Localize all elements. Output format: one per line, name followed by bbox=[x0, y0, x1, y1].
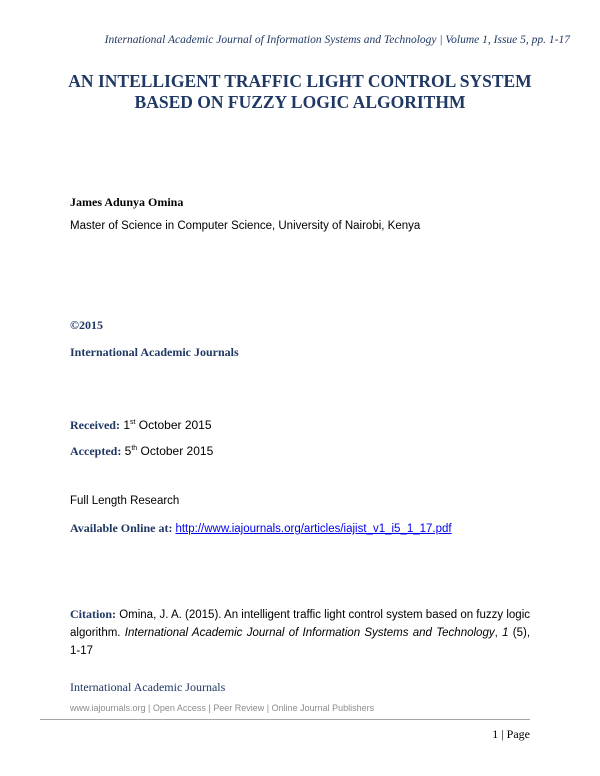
citation-text: Omina, J. A. (2015). An intelligent traffic light control system based on fuzzy logic algorithm. bbox=[70, 609, 530, 639]
paper-title bbox=[40, 71, 560, 113]
online-label: Available Online at: bbox=[70, 521, 173, 535]
author-affiliation: Master of Science in Computer Science, University of Nairobi, Kenya bbox=[70, 220, 421, 232]
title-line-1: AN INTELLIGENT TRAFFIC LIGHT CONTROL SYSTEM bbox=[68, 71, 532, 91]
received-label: Received: bbox=[70, 418, 120, 432]
page-number-label: | Page bbox=[498, 727, 530, 741]
running-header: International Academic Journal of Information Systems and Technology | Volume 1, Issue 5, pp. 1-17 bbox=[104, 34, 570, 46]
publisher-name: International Academic Journals bbox=[70, 345, 239, 359]
available-online bbox=[70, 521, 452, 536]
accepted-day-suffix: th bbox=[131, 445, 138, 452]
page-number-value: 1 bbox=[492, 727, 499, 741]
accepted-date bbox=[70, 444, 213, 459]
page-number bbox=[460, 727, 530, 742]
footer-divider bbox=[40, 719, 530, 720]
citation-journal: International Academic Journal of Information Systems and Technology bbox=[124, 627, 495, 639]
accepted-label: Accepted: bbox=[70, 444, 122, 458]
received-day: 1 bbox=[123, 418, 131, 432]
accepted-day: 5 bbox=[124, 444, 132, 458]
copyright: ©2015 bbox=[70, 318, 103, 332]
citation-comma: , bbox=[494, 627, 503, 639]
footer-links: www.iajournals.org | Open Access | Peer Review | Online Journal Publishers bbox=[70, 703, 375, 713]
article-type: Full Length Research bbox=[70, 495, 180, 507]
received-date bbox=[70, 418, 212, 433]
citation-block bbox=[70, 605, 530, 660]
article-url-link[interactable]: http://www.iajournals.org/articles/iajist_v1_i5_1_17.pdf bbox=[175, 523, 452, 535]
citation-issue-pages: (5), 1-17 bbox=[70, 627, 531, 657]
citation-volume: 1 bbox=[502, 627, 509, 639]
accepted-month-year: October 2015 bbox=[137, 444, 214, 458]
title-line-2: BASED ON FUZZY LOGIC ALGORITHM bbox=[134, 92, 466, 112]
received-day-suffix: st bbox=[130, 419, 136, 426]
footer-journal-name: International Academic Journals bbox=[70, 680, 226, 694]
citation-label: Citation: bbox=[70, 607, 116, 621]
author-name: James Adunya Omina bbox=[70, 195, 184, 209]
received-month-year: October 2015 bbox=[135, 418, 212, 432]
